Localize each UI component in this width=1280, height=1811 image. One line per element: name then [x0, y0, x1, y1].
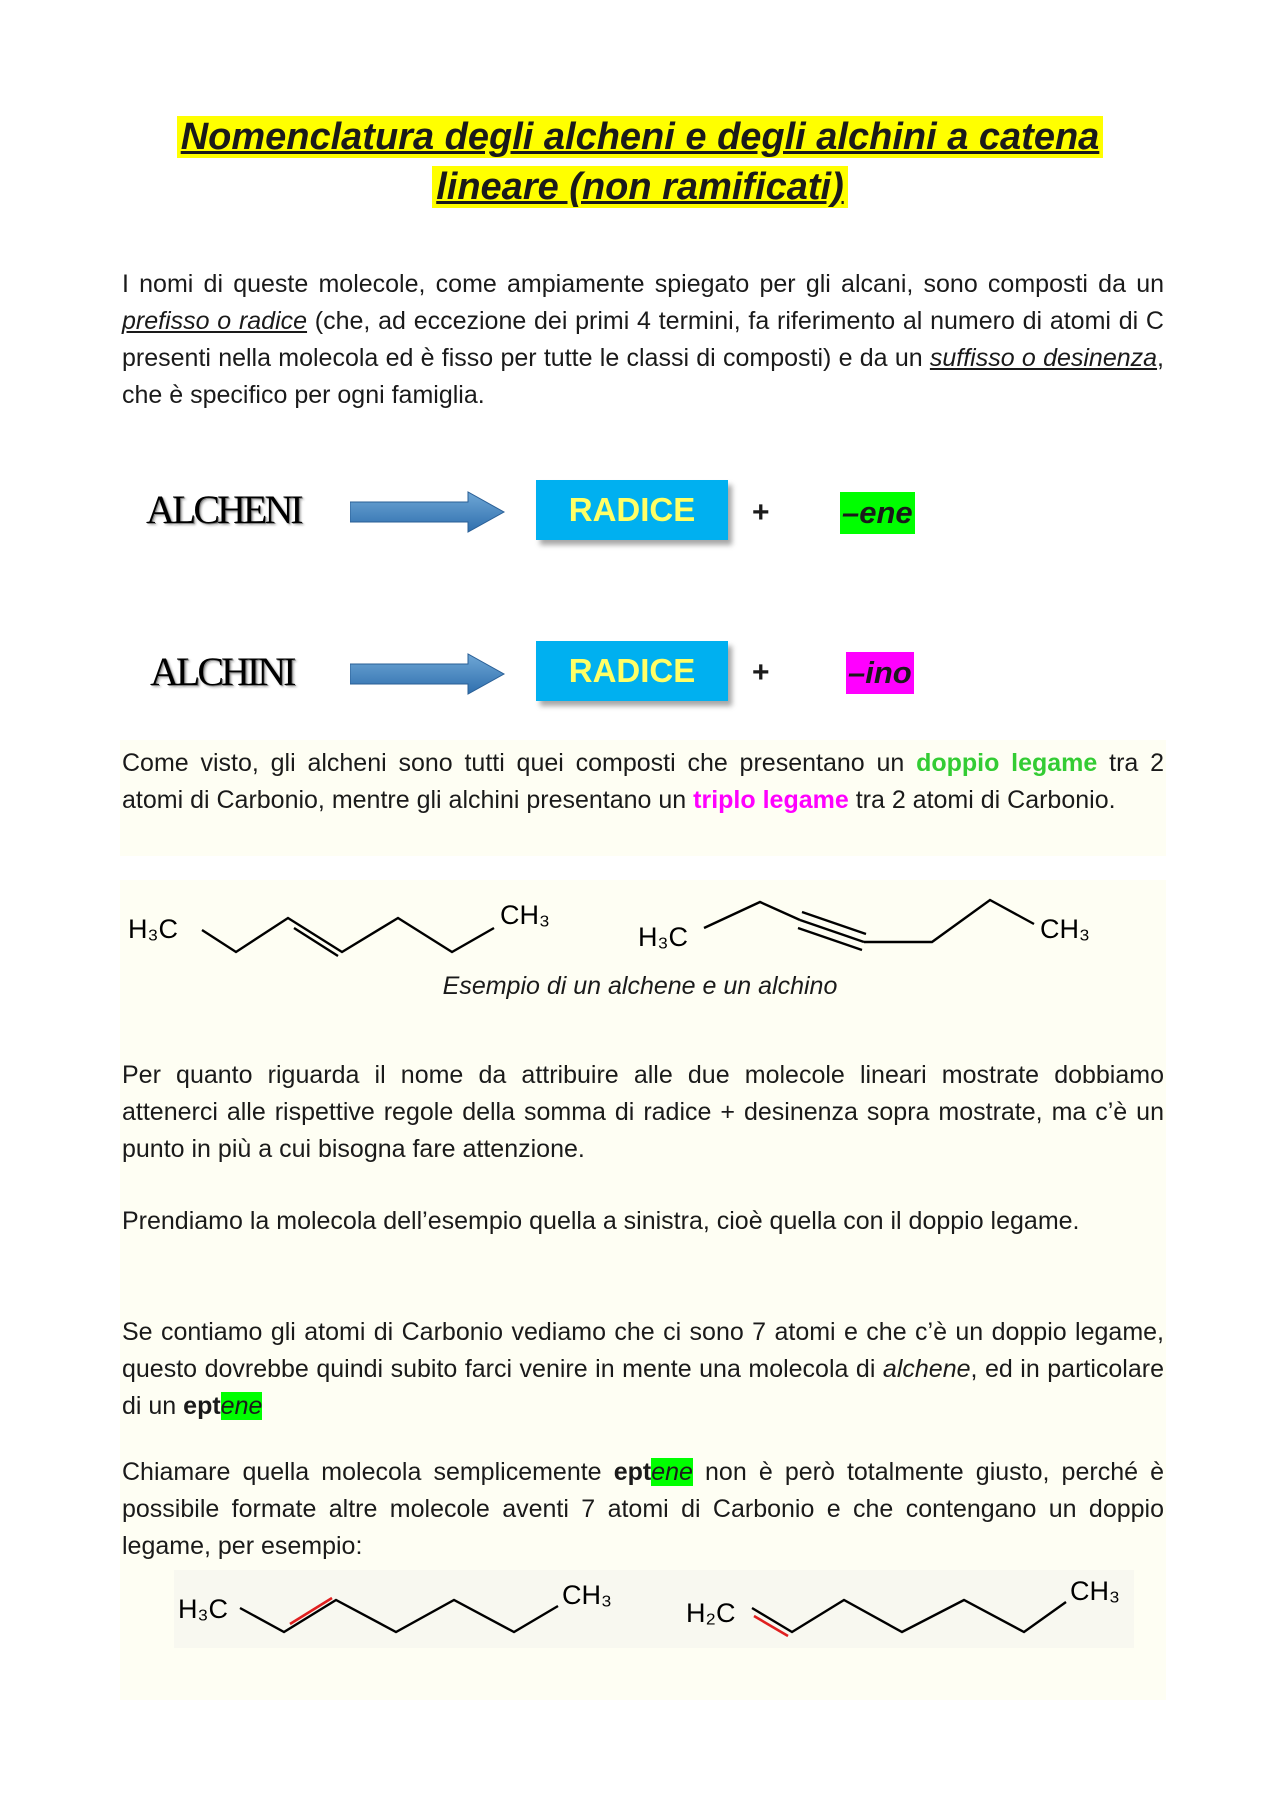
ene-highlight-2: ene [651, 1458, 693, 1486]
figure-caption: Esempio di un alchene e un alchino [442, 972, 838, 1000]
alkyne-right-group: CH₃ [1040, 914, 1090, 944]
alcheni-label: ALCHENI [146, 487, 301, 532]
alkene-structure [202, 918, 494, 956]
hept-2-ene-right-group: CH₃ [562, 1580, 612, 1610]
ept-term: ept [183, 1392, 221, 1420]
arrow-icon [350, 490, 506, 534]
alchini-label: ALCHINI [150, 649, 294, 694]
alkene-left-group: H₃C [128, 914, 178, 944]
title-line-1: Nomenclatura degli alcheni e degli alchini a catena [177, 116, 1104, 158]
ept-term-2: ept [613, 1458, 652, 1486]
alkene-right-group: CH₃ [500, 900, 550, 930]
hept-1-ene-left-group: H₂C [686, 1598, 736, 1628]
take-paragraph: Prendiamo la molecola dell’esempio quella a sinistra, cioè quella con il doppio legame. [122, 1207, 1080, 1235]
plus-sign-2: + [752, 656, 770, 689]
intro-paragraph: I nomi di queste molecole, come ampiamente spiegato per gli alcani, sono composti da un prefisso o radice (che, ad eccezione dei primi 4 termini, fa riferimento al numero di atomi di C presenti nella molecola ed è fisso per tutte le classi di composti) e da un suffisso o desinenza, che è specifico per ogni famiglia. [122, 270, 1164, 409]
name-paragraph: Per quanto riguarda il nome da attribuire alle due molecole lineari mostrate dobbiamo attenerci alle rispettive regole della somma di radice + desinenza sopra mostrate, ma c’è un punto in più a cui bisogna fare attenzione. [122, 1061, 1164, 1163]
molecules-bottom-figure [174, 1570, 1134, 1648]
plus-sign-1: + [752, 496, 770, 529]
radice-box-1: RADICE [536, 480, 728, 540]
call-paragraph: Chiamare quella molecola semplicemente eptene non è però totalmente giusto, perché è possibile formate altre molecole aventi 7 atomi di Carbonio e che contengano un doppio legame, per esempio: [122, 1458, 1164, 1560]
suffix-term: suffisso o desinenza [929, 344, 1158, 372]
hept-2-ene-left-group: H₃C [178, 1594, 228, 1624]
suffix-ino: –ino [846, 652, 914, 694]
radice-box-2: RADICE [536, 641, 728, 701]
page-title [0, 112, 1280, 212]
prefix-term: prefisso o radice [122, 307, 308, 335]
suffix-ene: –ene [840, 492, 915, 534]
molecules-top-figure [120, 880, 1166, 980]
title-line-2: lineare (non ramificati) [432, 166, 848, 208]
ene-highlight: ene [220, 1392, 263, 1420]
hept-1-ene-right-group: CH₃ [1070, 1576, 1120, 1606]
alkyne-left-group: H₃C [638, 922, 688, 952]
triple-bond-term: triplo legame [693, 786, 849, 814]
alkyne-structure [704, 900, 1034, 950]
compare-paragraph: Come visto, gli alcheni sono tutti quei composti che presentano un doppio legame tra 2 atomi di Carbonio, mentre gli alchini presentano un triplo legame tra 2 atomi di Carbonio. [122, 749, 1164, 814]
arrow-icon [350, 652, 506, 696]
alchene-term: alchene [882, 1355, 971, 1383]
count-paragraph: Se contiamo gli atomi di Carbonio vediamo che ci sono 7 atomi e che c’è un doppio legame, questo dovrebbe quindi subito farci venire in mente una molecola di alchene, ed in particolare di un eptene [122, 1318, 1164, 1420]
double-bond-term: doppio legame [916, 749, 1098, 777]
